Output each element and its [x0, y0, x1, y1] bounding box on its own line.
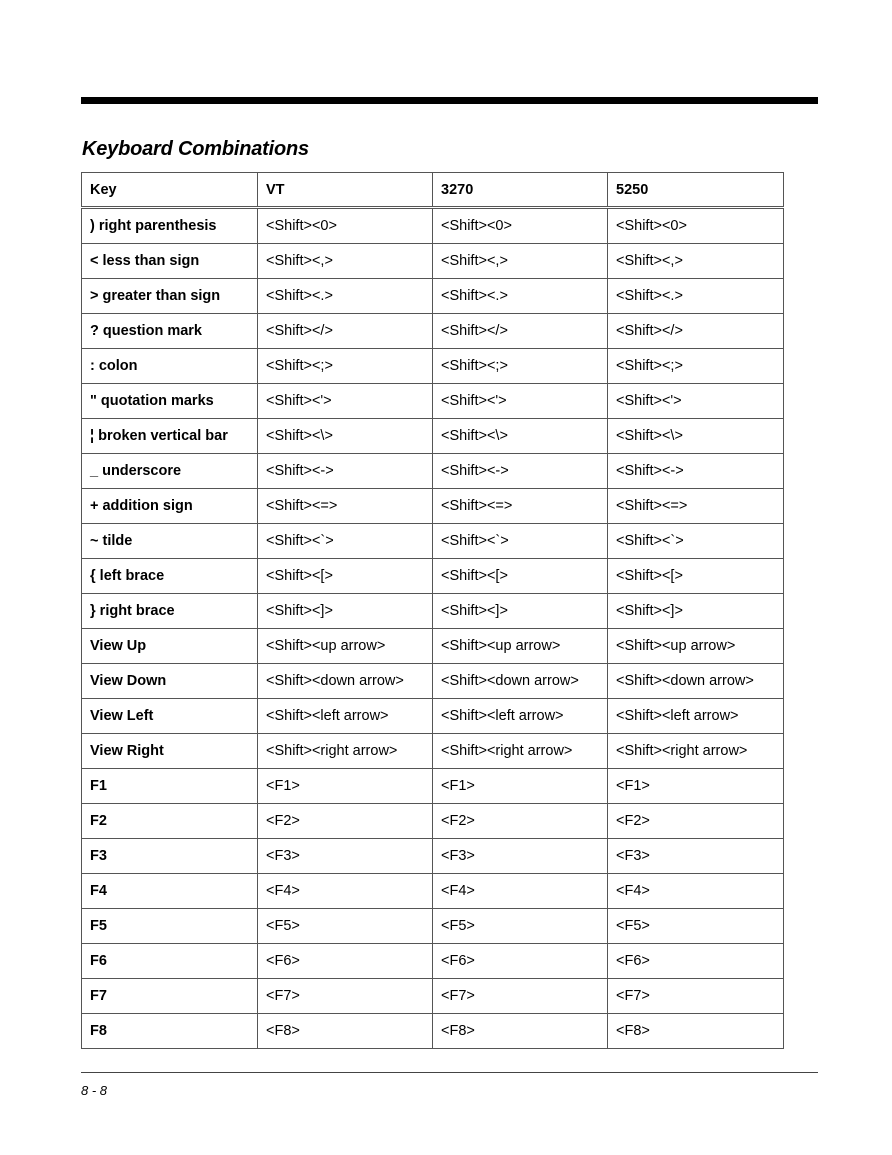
5250-cell: <Shift><'>: [608, 384, 784, 419]
vt-cell: <F2>: [258, 804, 433, 839]
table-row: [82, 769, 784, 804]
key-cell: F4: [82, 874, 258, 909]
table-row: [82, 314, 784, 349]
top-rule: [81, 97, 818, 104]
key-cell: View Down: [82, 664, 258, 699]
5250-cell: <Shift><[>: [608, 559, 784, 594]
vt-cell: <Shift><'>: [258, 384, 433, 419]
key-cell: ¦ broken vertical bar: [82, 419, 258, 454]
5250-cell: <Shift></>: [608, 314, 784, 349]
3270-cell: <F5>: [433, 909, 608, 944]
key-cell: F2: [82, 804, 258, 839]
table-row: [82, 629, 784, 664]
5250-cell: <F3>: [608, 839, 784, 874]
5250-cell: <Shift><,>: [608, 244, 784, 279]
key-cell: ) right parenthesis: [82, 208, 258, 244]
table-row: [82, 734, 784, 769]
table-row: [82, 349, 784, 384]
table-row: [82, 944, 784, 979]
key-cell: > greater than sign: [82, 279, 258, 314]
column-header-5250: 5250: [608, 173, 784, 208]
3270-cell: <F6>: [433, 944, 608, 979]
key-cell: F7: [82, 979, 258, 1014]
bottom-rule: [81, 1072, 818, 1073]
table-row: [82, 208, 784, 244]
3270-cell: <Shift><right arrow>: [433, 734, 608, 769]
keyboard-combinations-table: [81, 172, 784, 1049]
3270-cell: <Shift><0>: [433, 208, 608, 244]
table-row: [82, 244, 784, 279]
key-cell: _ underscore: [82, 454, 258, 489]
vt-cell: <F4>: [258, 874, 433, 909]
3270-cell: <F4>: [433, 874, 608, 909]
3270-cell: <Shift><[>: [433, 559, 608, 594]
table-row: [82, 594, 784, 629]
5250-cell: <F6>: [608, 944, 784, 979]
5250-cell: <Shift><down arrow>: [608, 664, 784, 699]
key-cell: View Up: [82, 629, 258, 664]
table-row: [82, 489, 784, 524]
5250-cell: <Shift><;>: [608, 349, 784, 384]
5250-cell: <F5>: [608, 909, 784, 944]
3270-cell: <F8>: [433, 1014, 608, 1049]
5250-cell: <Shift><->: [608, 454, 784, 489]
3270-cell: <Shift><'>: [433, 384, 608, 419]
3270-cell: <Shift><`>: [433, 524, 608, 559]
5250-cell: <Shift><right arrow>: [608, 734, 784, 769]
5250-cell: <Shift><left arrow>: [608, 699, 784, 734]
5250-cell: <Shift><\>: [608, 419, 784, 454]
column-header-key: Key: [82, 173, 258, 208]
vt-cell: <Shift><=>: [258, 489, 433, 524]
5250-cell: <F8>: [608, 1014, 784, 1049]
table-row: [82, 524, 784, 559]
3270-cell: <Shift><->: [433, 454, 608, 489]
key-cell: : colon: [82, 349, 258, 384]
key-cell: F3: [82, 839, 258, 874]
key-cell: + addition sign: [82, 489, 258, 524]
key-cell: } right brace: [82, 594, 258, 629]
vt-cell: <Shift><\>: [258, 419, 433, 454]
vt-cell: <Shift><]>: [258, 594, 433, 629]
table-body: [82, 208, 784, 1049]
vt-cell: <F3>: [258, 839, 433, 874]
key-cell: F5: [82, 909, 258, 944]
vt-cell: <Shift><,>: [258, 244, 433, 279]
table-row: [82, 279, 784, 314]
key-cell: F6: [82, 944, 258, 979]
key-cell: { left brace: [82, 559, 258, 594]
table-row: [82, 839, 784, 874]
page-number: 8 - 8: [81, 1083, 108, 1098]
3270-cell: <Shift><.>: [433, 279, 608, 314]
key-cell: ~ tilde: [82, 524, 258, 559]
vt-cell: <Shift><`>: [258, 524, 433, 559]
5250-cell: <Shift><=>: [608, 489, 784, 524]
section-title: Keyboard Combinations: [82, 138, 309, 160]
vt-cell: <Shift><up arrow>: [258, 629, 433, 664]
key-cell: < less than sign: [82, 244, 258, 279]
3270-cell: <Shift><\>: [433, 419, 608, 454]
3270-cell: <Shift><,>: [433, 244, 608, 279]
5250-cell: <F1>: [608, 769, 784, 804]
vt-cell: <Shift><left arrow>: [258, 699, 433, 734]
3270-cell: <F1>: [433, 769, 608, 804]
3270-cell: <Shift><left arrow>: [433, 699, 608, 734]
vt-cell: <Shift><0>: [258, 208, 433, 244]
table-row: [82, 909, 784, 944]
vt-cell: <Shift><[>: [258, 559, 433, 594]
5250-cell: <Shift><]>: [608, 594, 784, 629]
key-cell: F8: [82, 1014, 258, 1049]
3270-cell: <Shift><;>: [433, 349, 608, 384]
3270-cell: <Shift></>: [433, 314, 608, 349]
3270-cell: <F2>: [433, 804, 608, 839]
5250-cell: <F7>: [608, 979, 784, 1014]
key-cell: " quotation marks: [82, 384, 258, 419]
5250-cell: <F2>: [608, 804, 784, 839]
vt-cell: <Shift><.>: [258, 279, 433, 314]
3270-cell: <Shift><down arrow>: [433, 664, 608, 699]
vt-cell: <Shift></>: [258, 314, 433, 349]
5250-cell: <F4>: [608, 874, 784, 909]
3270-cell: <Shift><up arrow>: [433, 629, 608, 664]
table-row: [82, 419, 784, 454]
table-row: [82, 979, 784, 1014]
3270-cell: <Shift><=>: [433, 489, 608, 524]
table-row: [82, 874, 784, 909]
vt-cell: <F7>: [258, 979, 433, 1014]
vt-cell: <Shift><->: [258, 454, 433, 489]
vt-cell: <Shift><down arrow>: [258, 664, 433, 699]
3270-cell: <F7>: [433, 979, 608, 1014]
table-row: [82, 559, 784, 594]
table-row: [82, 454, 784, 489]
table-row: [82, 699, 784, 734]
key-cell: F1: [82, 769, 258, 804]
column-header-vt: VT: [258, 173, 433, 208]
vt-cell: <F5>: [258, 909, 433, 944]
vt-cell: <Shift><;>: [258, 349, 433, 384]
table-row: [82, 384, 784, 419]
key-cell: ? question mark: [82, 314, 258, 349]
vt-cell: <F8>: [258, 1014, 433, 1049]
vt-cell: <Shift><right arrow>: [258, 734, 433, 769]
5250-cell: <Shift><up arrow>: [608, 629, 784, 664]
key-cell: View Right: [82, 734, 258, 769]
key-cell: View Left: [82, 699, 258, 734]
3270-cell: <F3>: [433, 839, 608, 874]
table-header-row: [82, 173, 784, 208]
3270-cell: <Shift><]>: [433, 594, 608, 629]
5250-cell: <Shift><0>: [608, 208, 784, 244]
5250-cell: <Shift><.>: [608, 279, 784, 314]
5250-cell: <Shift><`>: [608, 524, 784, 559]
vt-cell: <F1>: [258, 769, 433, 804]
table-row: [82, 1014, 784, 1049]
table-row: [82, 804, 784, 839]
vt-cell: <F6>: [258, 944, 433, 979]
column-header-3270: 3270: [433, 173, 608, 208]
table-row: [82, 664, 784, 699]
